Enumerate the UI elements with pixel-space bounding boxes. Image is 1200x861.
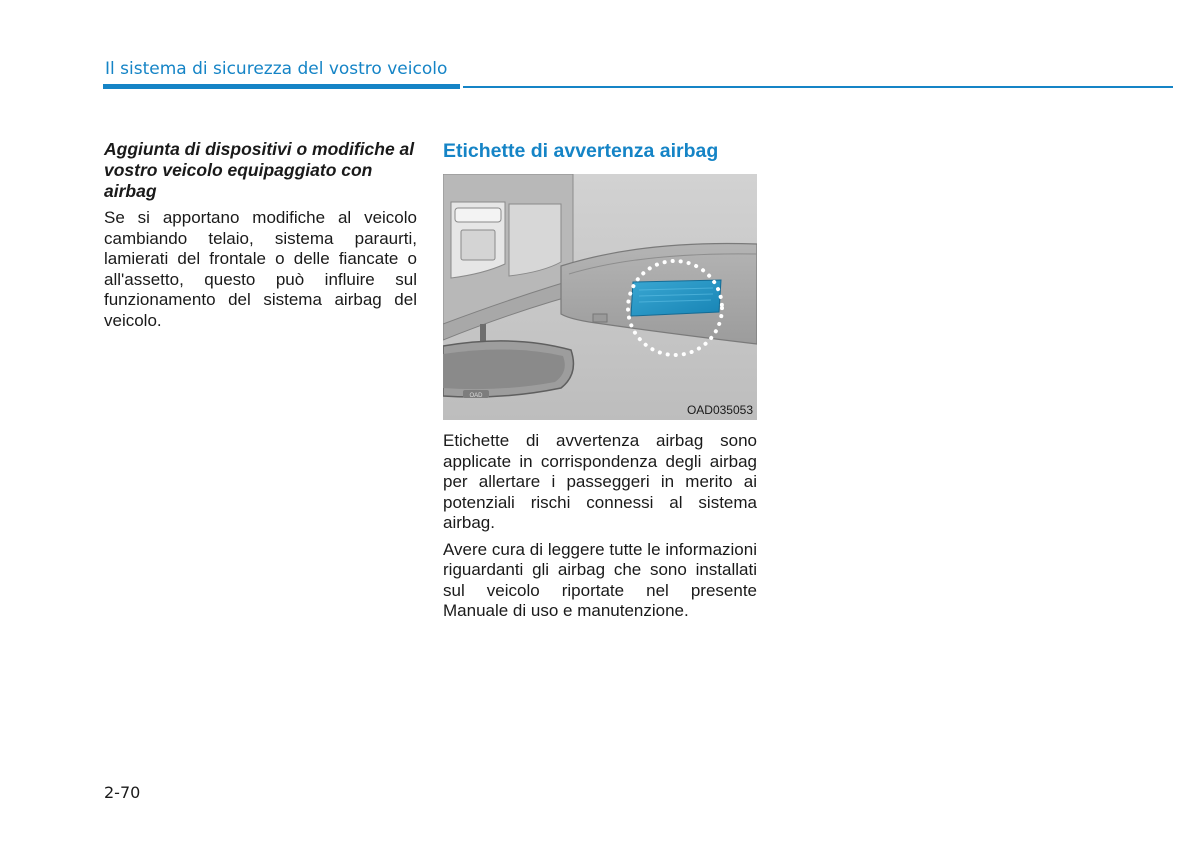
- left-column: [104, 139, 417, 331]
- car-interior-drawing: [443, 174, 757, 420]
- airbag-label-illustration: [443, 174, 757, 420]
- airbag-labels-paragraph-1: Etichette di avvertenza airbag sono applicate in corrispondenza degli airbag per allertare i passeggeri in merito ai potenziali rischi connessi al sistema airbag.: [443, 431, 757, 532]
- airbag-labels-paragraph-2: Avere cura di leggere tutte le informazioni riguardanti gli airbag che sono installati sul veicolo riportate nel presente Manuale di uso e manutenzione.: [443, 539, 757, 620]
- header-rule-accent: [103, 84, 460, 89]
- running-header-title: Il sistema di sicurezza del vostro veicolo: [105, 59, 448, 79]
- section-heading-modifications: Aggiunta di dispositivi o modifiche al vostro veicolo equipaggiato con airbag: [104, 139, 415, 201]
- figure-code: OAD035053: [686, 403, 753, 417]
- airbag-labels-text: [443, 431, 757, 622]
- modifications-paragraph: Se si apportano modifiche al veicolo cambiando telaio, sistema paraurti, lamierati del frontale o delle fiancate o all'assetto, questo può influire sul funzionamento del sistema airbag del veicolo.: [104, 208, 417, 330]
- right-column-header: [443, 139, 757, 163]
- header-rule: [463, 86, 1173, 88]
- mirror-brand-mark: OAD: [469, 393, 483, 399]
- page-number: 2-70: [104, 783, 141, 802]
- section-title-airbag-labels: Etichette di avvertenza airbag: [443, 140, 719, 162]
